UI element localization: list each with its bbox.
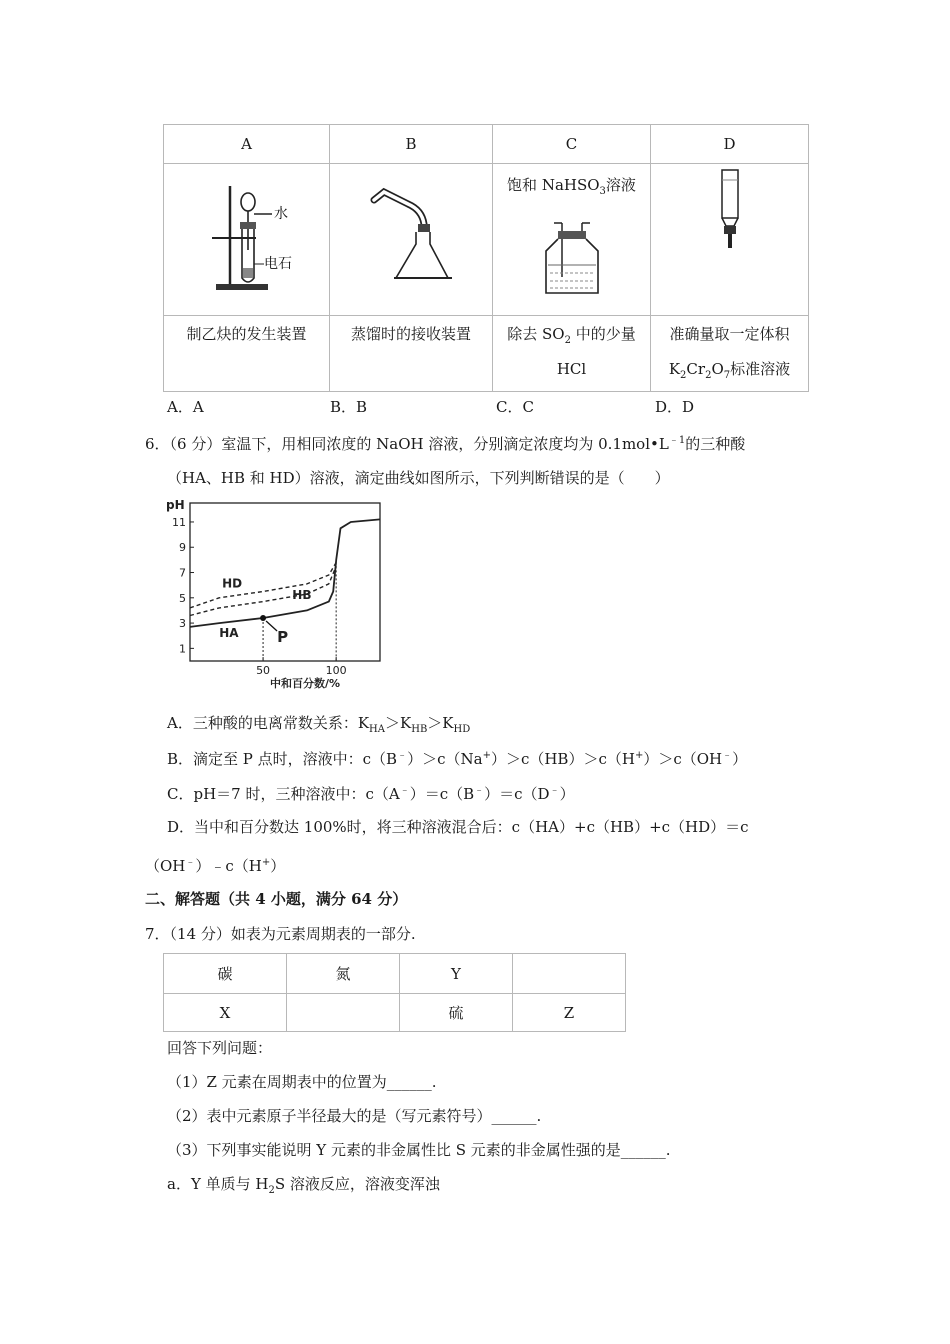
acetylene-generator-illustration — [192, 180, 302, 300]
y-tick-label: 9 — [179, 541, 186, 555]
q6-stem-line2: （HA、HB 和 HD）溶液，滴定曲线如图所示，下列判断错误的是（ ） — [167, 469, 670, 487]
series-ha-label: HA — [219, 625, 239, 640]
q6-option-c[interactable]: C．pH＝7 时，三种溶液中：c（A﹣）＝c（B﹣）＝c（D﹣） — [167, 785, 575, 803]
q6-option-a[interactable]: A．三种酸的电离常数关系：$K_{HA}>K_{HB}>K_{HD}$ — [167, 714, 471, 735]
apparatus-b-cell — [330, 164, 493, 316]
caption-b: 蒸馏时的接收装置 — [330, 316, 493, 392]
cell-sulfur: 硫 — [400, 994, 513, 1032]
q6-option-d-continued: （OH﹣）﹣c（H+） — [145, 857, 286, 875]
q5-header-c: C — [493, 125, 651, 164]
cell-nitrogen: 氮 — [287, 954, 400, 994]
q6-stem-line1: 6．（6 分）室温下，用相同浓度的 NaOH 溶液，分别滴定浓度均为 $0.1mol•L^{﹣1}$的三种酸 — [145, 435, 746, 453]
q7-sub-2: （2）表中元素原子半径最大的是（写元素符号）______. — [167, 1107, 542, 1125]
reagent-label-c: 饱和 NaHSO$_3$溶液 — [507, 176, 636, 197]
cell-z: Z — [513, 994, 626, 1032]
q5-header-d: D — [651, 125, 809, 164]
q7-sub-3: （3）下列事实能说明 Y 元素的非金属性比 S 元素的非金属性强的是______. — [167, 1141, 671, 1159]
cell-empty-2 — [287, 994, 400, 1032]
y-tick-label: 5 — [179, 591, 186, 605]
x-tick-label: 100 — [325, 664, 347, 677]
x-axis-label: 中和百分数/% — [270, 677, 341, 690]
q7-sub-1: （1）Z 元素在周期表中的位置为______. — [167, 1073, 437, 1091]
section-heading: 二、解答题（共 4 小题，满分 64 分） — [145, 890, 408, 908]
cell-empty-1 — [513, 954, 626, 994]
q5-option-a[interactable]: A．A — [167, 398, 204, 416]
q5-header-b: B — [330, 125, 493, 164]
q7-title: 7．（14 分）如表为元素周期表的一部分. — [145, 925, 416, 943]
series-hb-label: HB — [292, 588, 312, 603]
distillation-receiver-illustration — [356, 180, 466, 300]
point-p-arrow — [266, 621, 277, 631]
y-tick-label: 1 — [179, 642, 186, 656]
q7-prompt: 回答下列问题： — [167, 1039, 273, 1057]
caption-d: 准确量取一定体积 $K_2Cr_2O_7$标准溶液 — [651, 316, 809, 392]
burette-illustration — [700, 168, 760, 258]
series-ha-line — [190, 519, 380, 627]
apparatus-a-cell — [164, 164, 330, 316]
y-tick-label: 7 — [179, 566, 186, 580]
caption-c: 除去 $SO_2$ 中的少量 HCl — [493, 316, 651, 392]
q5-header-a: A — [164, 125, 330, 164]
y-tick-label: 3 — [179, 617, 186, 631]
x-tick-label: 50 — [256, 664, 271, 677]
y-axis-label: pH — [166, 498, 185, 512]
q6-option-b[interactable]: B．滴定至 P 点时，溶液中：c（B﹣）＞c（Na+）＞c（HB）＞c（H+）＞c（OH﹣） — [167, 750, 748, 768]
label-calcium-carbide: 电石 — [263, 255, 292, 272]
q5-option-c[interactable]: C．C — [496, 398, 534, 416]
caption-a: 制乙炔的发生装置 — [164, 316, 330, 392]
y-tick-label: 11 — [172, 515, 186, 529]
q5-apparatus-table — [163, 124, 809, 392]
point-p-label: P — [277, 628, 289, 647]
q5-option-d[interactable]: D．D — [655, 398, 695, 416]
cell-carbon: 碳 — [164, 954, 287, 994]
gas-washing-bottle-illustration — [532, 217, 612, 297]
q6-option-d[interactable]: D．当中和百分数达 100%时，将三种溶液混合后：c（HA）+c（HB）+c（HD）＝c — [167, 818, 749, 836]
point-p-marker — [260, 615, 266, 621]
cell-x: X — [164, 994, 287, 1032]
titration-curve-chart — [162, 497, 392, 697]
q5-option-b[interactable]: B．B — [330, 398, 368, 416]
apparatus-d-cell — [651, 164, 809, 316]
series-hd-label: HD — [222, 576, 243, 591]
q7-option-a[interactable]: a．Y 单质与 $H_2S$ 溶液反应，溶液变浑浊 — [167, 1175, 440, 1196]
apparatus-c-cell — [493, 164, 651, 316]
periodic-table-fragment — [163, 953, 626, 1032]
label-water: 水 — [273, 205, 288, 222]
cell-y: Y — [400, 954, 513, 994]
series-hd-line — [190, 562, 336, 608]
